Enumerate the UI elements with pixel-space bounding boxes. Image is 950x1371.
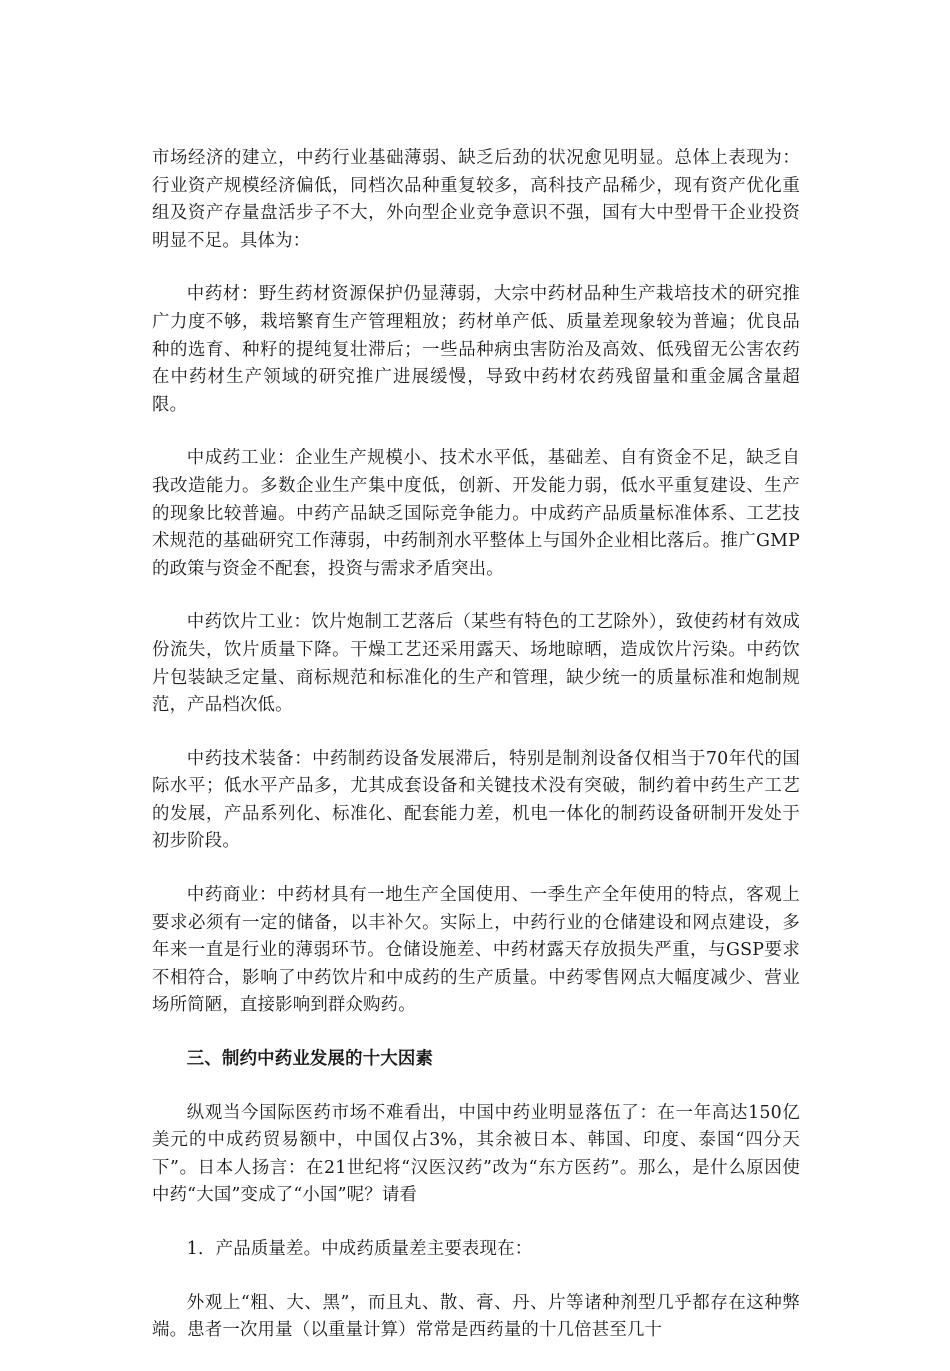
paragraph-item-1: 1．产品质量差。中成药质量差主要表现在：	[186, 1239, 533, 1259]
document-body	[152, 145, 800, 1371]
section-heading: 三、制约中药业发展的十大因素	[186, 1049, 434, 1070]
paragraph-technical-equipment: 中药技术装备：中药制药设备发展滞后，特别是制剂设备仅相当于70年代的国际水平；低水平产品多，尤其成套设备和关键技术没有突破，制约着中药生产工艺的发展，产品系列化、标准化、配套能力差，机电一体化的制药设备研制开发处于初步阶段。	[152, 748, 800, 852]
paragraph-commerce: 中药商业：中药材具有一地生产全国使用、一季生产全年使用的特点，客观上要求必须有一定的储备，以丰补欠。实际上，中药行业的仓储建设和网点建设，多年来一直是行业的薄弱环节。仓储设施差、中药材露天存放损失严重，与GSP要求不相符合，影响了中药饮片和中成药的生产质量。中药零售网点大幅度减少、营业场所简陋，直接影响到群众购药。	[152, 885, 800, 1016]
paragraph-appearance: 外观上“粗、大、黑”，而且丸、散、膏、丹、片等诸种剂型几乎都存在这种弊端。患者一次用量（以重量计算）常常是西药量的十几倍甚至几十	[152, 1292, 800, 1341]
paragraph-international-market: 纵观当今国际医药市场不难看出，中国中药业明显落伍了：在一年高达150亿美元的中成药贸易额中，中国仅占3%，其余被日本、韩国、印度、泰国“四分天下”。日本人扬言：在21世纪将“汉医汉药”改为“东方医药”。那么，是什么原因使中药“大国”变成了“小国”呢？请看	[152, 1102, 800, 1206]
paragraph-herbal-materials: 中药材：野生药材资源保护仍显薄弱，大宗中药材品种生产栽培技术的研究推广力度不够，栽培繁育生产管理粗放；药材单产低、质量差现象较为普遍；优良品种的选育、种籽的提纯复壮滞后；一些品种病虫害防治及高效、低残留无公害农药在中药材生产领域的研究推广进展缓慢，导致中药材农药残留量和重金属含量超限。	[152, 284, 800, 415]
paragraph-patent-medicine-industry: 中成药工业：企业生产规模小、技术水平低，基础差、自有资金不足，缺乏自我改造能力。多数企业生产集中度低，创新、开发能力弱，低水平重复建设、生产的现象比较普遍。中药产品缺乏国际竞争能力。中成药产品质量标准体系、工艺技术规范的基础研究工作薄弱，中药制剂水平整体上与国外企业相比落后。推广GMP的政策与资金不配套，投资与需求矛盾突出。	[152, 448, 800, 579]
paragraph-intro: 市场经济的建立，中药行业基础薄弱、缺乏后劲的状况愈见明显。总体上表现为：行业资产规模经济偏低，同档次品种重复较多，高科技产品稀少，现有资产优化重组及资产存量盘活步子不大，外向型企业竞争意识不强，国有大中型骨干企业投资明显不足。具体为：	[152, 148, 800, 251]
paragraph-decoction-pieces-industry: 中药饮片工业：饮片炮制工艺落后（某些有特色的工艺除外），致使药材有效成份流失，饮片质量下降。干燥工艺还采用露天、场地晾晒，造成饮片污染。中药饮片包装缺乏定量、商标规范和标准化的生产和管理，缺少统一的质量标准和炮制规范，产品档次低。	[152, 612, 800, 716]
